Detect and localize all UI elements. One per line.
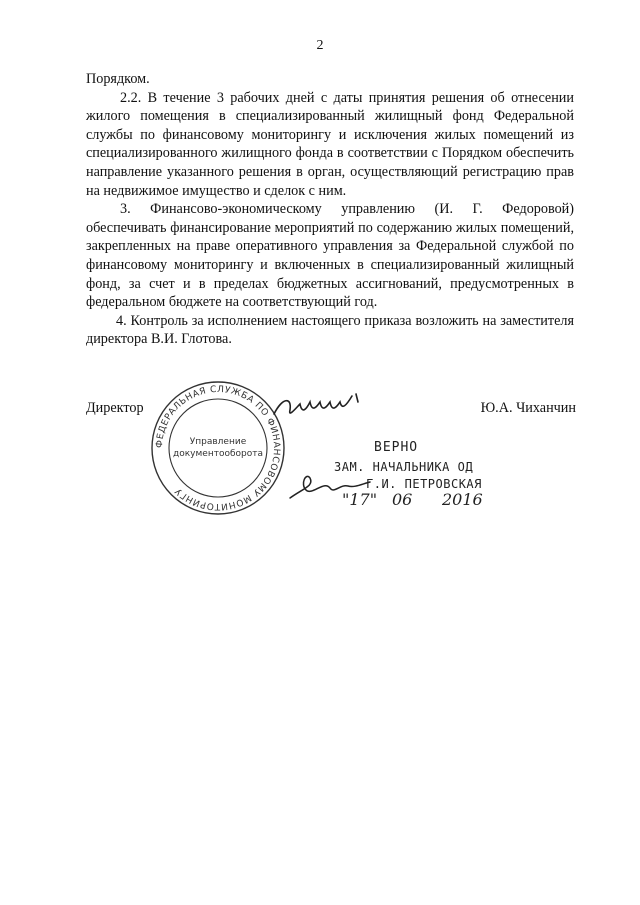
certification-name: Г.И. ПЕТРОВСКАЯ (366, 477, 482, 491)
signatory-title: Директор (86, 400, 144, 416)
paragraph-4: 4. Контроль за исполнением настоящего приказа возложить на заместителя директора В.И. Глотова. (86, 312, 574, 348)
date-day: "17" (342, 490, 378, 509)
seal-center-line-1: Управление (189, 437, 247, 447)
paragraph-3: 3. Финансово-экономическому управлению (И. Г. Федоровой) обеспечивать финансирование мероприятий по содержанию жилых помещений, закрепленных на праве оперативного управления за Федеральной службой по финансовому мониторингу и включенных в специализированный жилищный фонд, за счет и в пределах бюджетных ассигнований, предусмотренных в федеральном бюджете на соответствующий год. (86, 201, 574, 311)
document-body (86, 70, 574, 349)
signatory-name: Ю.А. Чиханчин (480, 400, 576, 416)
round-seal-stamp (148, 378, 288, 518)
certification-position: ЗАМ. НАЧАЛЬНИКА ОД (334, 460, 474, 474)
certification-stamp (290, 440, 510, 520)
page-number: 2 (316, 38, 324, 53)
date-year: 2016 (442, 490, 483, 509)
seal-center-line-2: документооборота (173, 449, 263, 459)
paragraph-2-2: 2.2. В течение 3 рабочих дней с даты принятия решения об отнесении жилого помещения в специализированный жилищный фонд Федеральной службы по финансовому мониторингу и исключения жилых помещений из специализированного жилищного фонда в соответствии с Порядком обеспечить направление указанного решения в орган, осуществляющий регистрацию прав на недвижимое имущество и сделок с ним. (86, 89, 574, 199)
certification-verno: ВЕРНО (374, 440, 419, 455)
seal-ring-text: ФЕДЕРАЛЬНАЯ СЛУЖБА ПО ФИНАНСОВОМУ МОНИТОРИНГУ (154, 384, 282, 512)
paragraph-continuation: Порядком. (86, 71, 150, 87)
date-month: 06 (392, 490, 413, 509)
handwritten-signature (270, 388, 370, 424)
